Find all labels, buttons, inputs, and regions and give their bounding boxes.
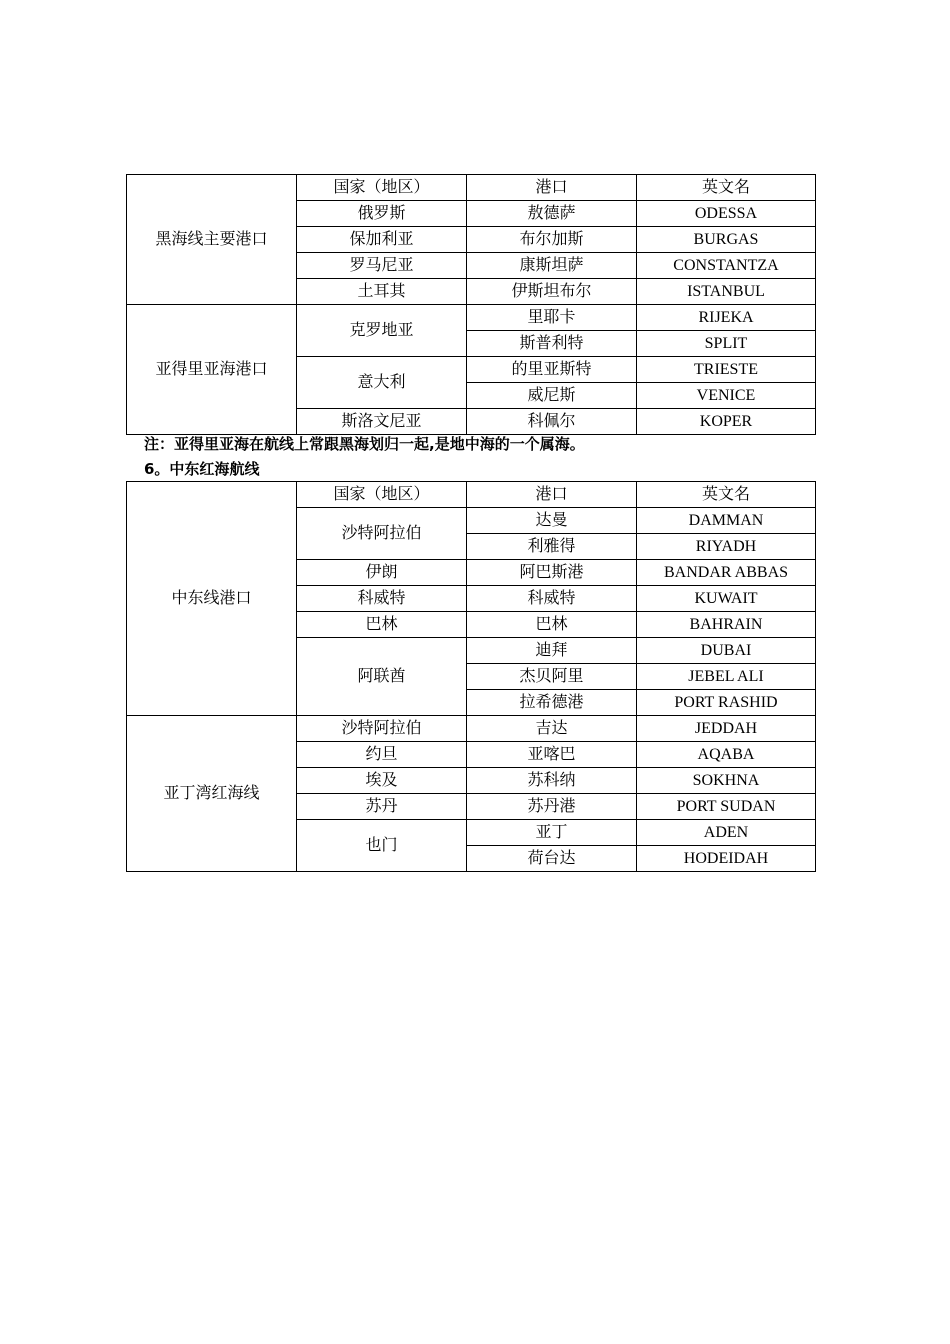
port-cell: 苏丹港	[467, 794, 637, 820]
english-name-cell: BURGAS	[637, 227, 816, 253]
port-cell: 苏科纳	[467, 768, 637, 794]
header-port: 港口	[467, 175, 637, 201]
table-header-row	[127, 482, 816, 508]
port-cell: 阿巴斯港	[467, 560, 637, 586]
country-cell: 沙特阿拉伯	[297, 508, 467, 560]
english-name-cell: ISTANBUL	[637, 279, 816, 305]
country-cell: 沙特阿拉伯	[297, 716, 467, 742]
english-name-cell: HODEIDAH	[637, 846, 816, 872]
port-cell: 的里亚斯特	[467, 357, 637, 383]
english-name-cell: JEBEL ALI	[637, 664, 816, 690]
header-port: 港口	[467, 482, 637, 508]
section-heading: 6。中东红海航线	[144, 460, 260, 478]
port-cell: 迪拜	[467, 638, 637, 664]
middle-east-red-sea-ports-table	[126, 481, 816, 872]
port-cell: 布尔加斯	[467, 227, 637, 253]
english-name-cell: PORT SUDAN	[637, 794, 816, 820]
table-row	[127, 305, 816, 331]
port-cell: 拉希德港	[467, 690, 637, 716]
header-country: 国家（地区）	[297, 482, 467, 508]
port-cell: 利雅得	[467, 534, 637, 560]
country-cell: 克罗地亚	[297, 305, 467, 357]
english-name-cell: BANDAR ABBAS	[637, 560, 816, 586]
english-name-cell: ADEN	[637, 820, 816, 846]
group-label-red-sea: 亚丁湾红海线	[127, 716, 297, 872]
adriatic-note: 注：亚得里亚海在航线上常跟黑海划归一起,是地中海的一个属海。	[144, 435, 585, 453]
group-label-adriatic: 亚得里亚海港口	[127, 305, 297, 435]
english-name-cell: PORT RASHID	[637, 690, 816, 716]
country-cell: 苏丹	[297, 794, 467, 820]
port-cell: 伊斯坦布尔	[467, 279, 637, 305]
group-label-middle-east: 中东线港口	[127, 482, 297, 716]
country-cell: 埃及	[297, 768, 467, 794]
country-cell: 意大利	[297, 357, 467, 409]
port-cell: 里耶卡	[467, 305, 637, 331]
english-name-cell: TRIESTE	[637, 357, 816, 383]
country-cell: 伊朗	[297, 560, 467, 586]
country-cell: 科威特	[297, 586, 467, 612]
country-cell: 也门	[297, 820, 467, 872]
country-cell: 保加利亚	[297, 227, 467, 253]
port-cell: 斯普利特	[467, 331, 637, 357]
port-cell: 吉达	[467, 716, 637, 742]
english-name-cell: RIYADH	[637, 534, 816, 560]
table-header-row	[127, 175, 816, 201]
header-english-name: 英文名	[637, 175, 816, 201]
port-cell: 威尼斯	[467, 383, 637, 409]
port-cell: 康斯坦萨	[467, 253, 637, 279]
country-cell: 斯洛文尼亚	[297, 409, 467, 435]
english-name-cell: KOPER	[637, 409, 816, 435]
english-name-cell: DAMMAN	[637, 508, 816, 534]
port-cell: 荷台达	[467, 846, 637, 872]
country-cell: 巴林	[297, 612, 467, 638]
english-name-cell: JEDDAH	[637, 716, 816, 742]
port-cell: 巴林	[467, 612, 637, 638]
english-name-cell: AQABA	[637, 742, 816, 768]
english-name-cell: SPLIT	[637, 331, 816, 357]
port-cell: 科佩尔	[467, 409, 637, 435]
black-sea-adriatic-ports-table	[126, 174, 816, 435]
english-name-cell: DUBAI	[637, 638, 816, 664]
country-cell: 土耳其	[297, 279, 467, 305]
group-label-black-sea: 黑海线主要港口	[127, 175, 297, 305]
port-cell: 亚丁	[467, 820, 637, 846]
english-name-cell: CONSTANTZA	[637, 253, 816, 279]
english-name-cell: BAHRAIN	[637, 612, 816, 638]
header-english-name: 英文名	[637, 482, 816, 508]
port-cell: 杰贝阿里	[467, 664, 637, 690]
port-cell: 亚喀巴	[467, 742, 637, 768]
english-name-cell: KUWAIT	[637, 586, 816, 612]
port-cell: 科威特	[467, 586, 637, 612]
english-name-cell: VENICE	[637, 383, 816, 409]
english-name-cell: RIJEKA	[637, 305, 816, 331]
port-cell: 敖德萨	[467, 201, 637, 227]
country-cell: 罗马尼亚	[297, 253, 467, 279]
english-name-cell: SOKHNA	[637, 768, 816, 794]
port-cell: 达曼	[467, 508, 637, 534]
header-country: 国家（地区）	[297, 175, 467, 201]
country-cell: 阿联酋	[297, 638, 467, 716]
table-row	[127, 716, 816, 742]
country-cell: 俄罗斯	[297, 201, 467, 227]
english-name-cell: ODESSA	[637, 201, 816, 227]
country-cell: 约旦	[297, 742, 467, 768]
